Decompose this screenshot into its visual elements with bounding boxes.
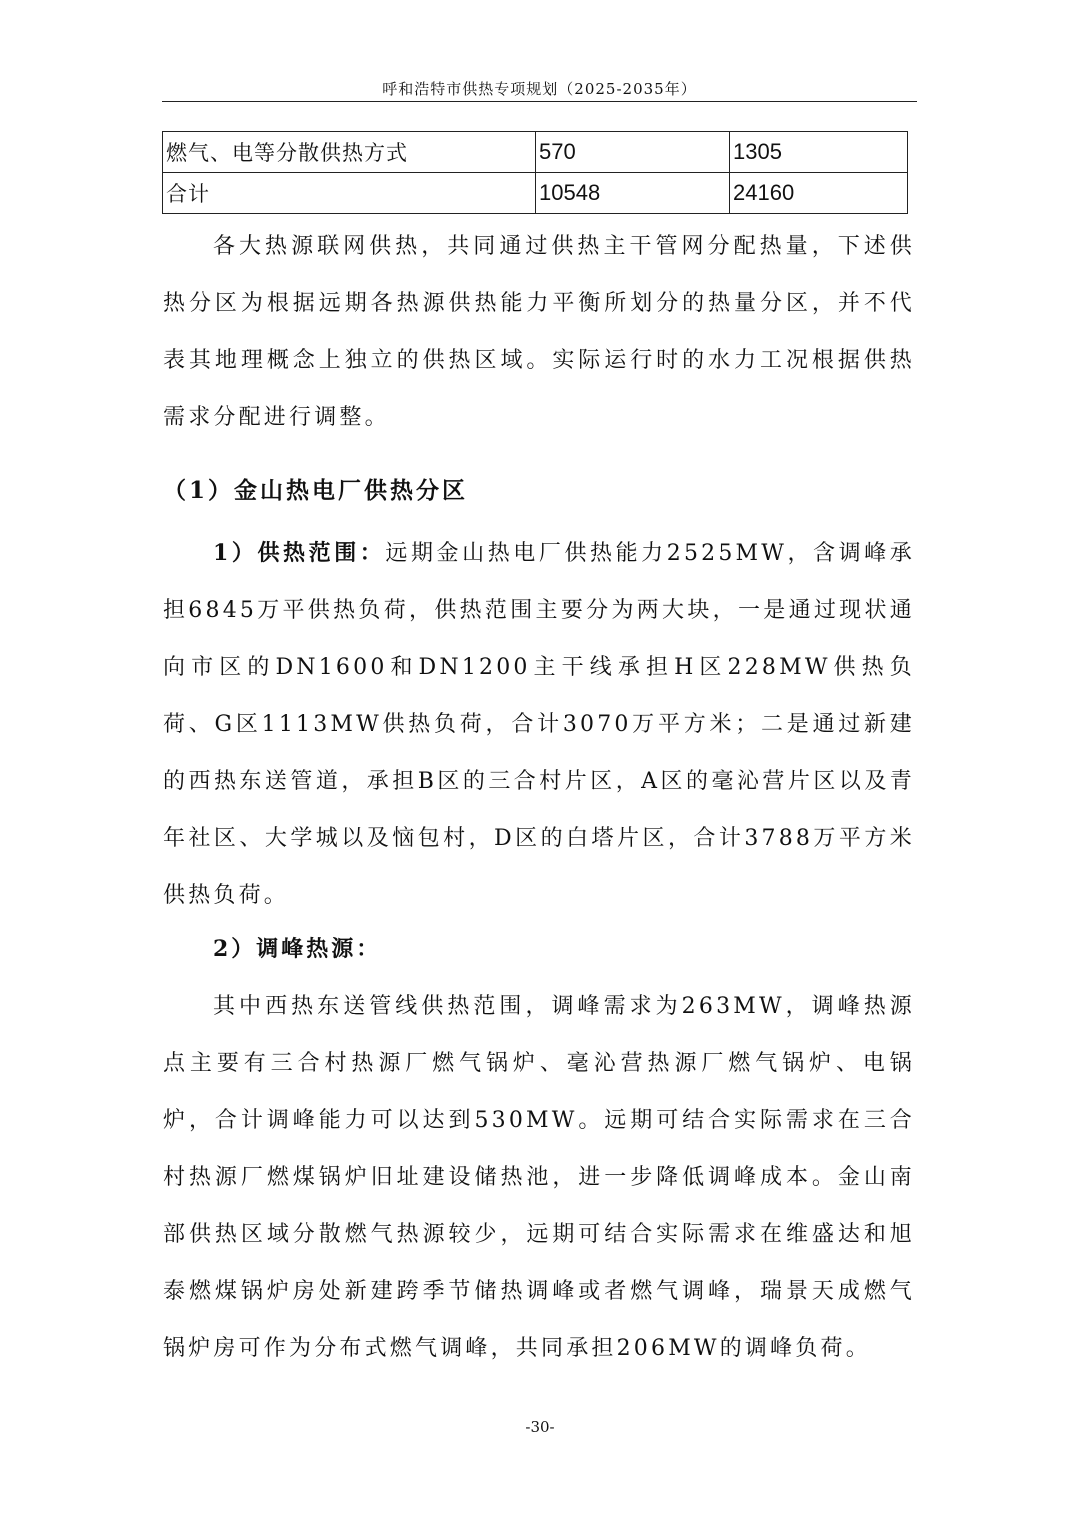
table-cell: 570	[536, 132, 730, 173]
table-cell: 10548	[536, 173, 730, 214]
peak-heading: 2）调峰热源：	[213, 936, 382, 962]
scope-paragraph	[163, 525, 915, 924]
intro-paragraph: 各大热源联网供热，共同通过供热主干管网分配热量，下述供热分区为根据远期各热源供热能力平衡所划分的热量分区，并不代表其地理概念上独立的供热区域。实际运行时的水力工况根据供热需求分配进行调整。	[163, 234, 915, 430]
heating-load-table	[162, 131, 908, 214]
table-row	[163, 173, 908, 214]
peak-paragraph: 其中西热东送管线供热范围，调峰需求为263MW，调峰热源点主要有三合村热源厂燃气锅炉、毫沁营热源厂燃气锅炉、电锅炉，合计调峰能力可以达到530MW。远期可结合实际需求在三合村热源厂燃煤锅炉旧址建设储热池，进一步降低调峰成本。金山南部供热区域分散燃气热源较少，远期可结合实际需求在维盛达和旭泰燃煤锅炉房处新建跨季节储热调峰或者燃气调峰，瑞景天成燃气锅炉房可作为分布式燃气调峰，共同承担206MW的调峰负荷。	[163, 994, 915, 1361]
scope-label: 1）供热范围：	[213, 540, 386, 566]
table-cell: 24160	[730, 173, 908, 214]
header-divider	[162, 101, 917, 102]
page-number: -30-	[525, 1418, 555, 1436]
table-cell: 燃气、电等分散供热方式	[163, 132, 536, 173]
table-cell: 合计	[163, 173, 536, 214]
running-header: 呼和浩特市供热专项规划（2025-2035年）	[382, 80, 697, 98]
scope-text: 远期金山热电厂供热能力2525MW，含调峰承担6845万平供热负荷，供热范围主要分为两大块，一是通过现状通向市区的DN1600和DN1200主干线承担H区228MW供热负荷、G区1113MW供热负荷，合计3070万平方米；二是通过新建的西热东送管道，承担B区的三合村片区，A区的毫沁营片区以及青年社区、大学城以及恼包村，D区的白塔片区，合计3788万平方米供热负荷。	[163, 541, 915, 908]
table-row	[163, 132, 908, 173]
table-cell: 1305	[730, 132, 908, 173]
section-heading-jinshan: （1）金山热电厂供热分区	[163, 477, 469, 504]
